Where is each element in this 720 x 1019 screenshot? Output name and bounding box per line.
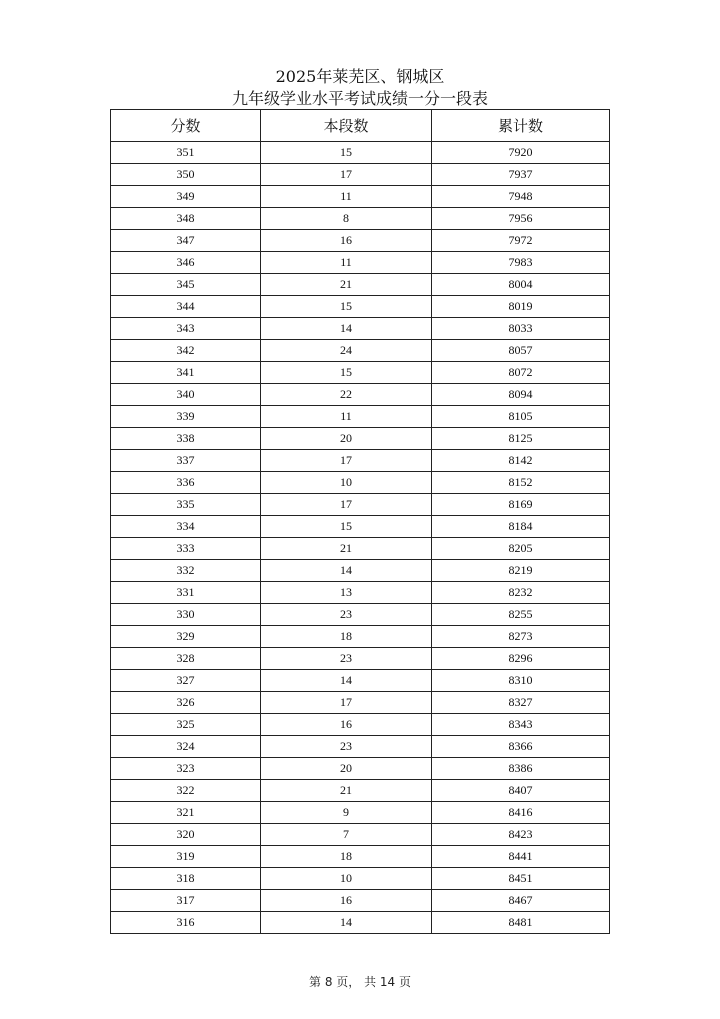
cell-score: 337: [111, 450, 261, 472]
table-row: [111, 516, 610, 538]
cell-score: 316: [111, 912, 261, 934]
table-row: [111, 428, 610, 450]
cell-score: 332: [111, 560, 261, 582]
cell-score: 324: [111, 736, 261, 758]
cell-score: 325: [111, 714, 261, 736]
cell-segment-count: 18: [261, 626, 432, 648]
table-row: [111, 648, 610, 670]
cell-cumulative-count: 8416: [432, 802, 610, 824]
cell-segment-count: 15: [261, 296, 432, 318]
page-number: 第 8 页， 共 14 页: [309, 975, 411, 989]
table-row: [111, 846, 610, 868]
table-row: [111, 824, 610, 846]
cell-cumulative-count: 8004: [432, 274, 610, 296]
table-row: [111, 758, 610, 780]
cell-segment-count: 17: [261, 450, 432, 472]
cell-cumulative-count: 7972: [432, 230, 610, 252]
cell-segment-count: 15: [261, 516, 432, 538]
cell-score: 339: [111, 406, 261, 428]
cell-cumulative-count: 8423: [432, 824, 610, 846]
cell-score: 326: [111, 692, 261, 714]
cell-score: 348: [111, 208, 261, 230]
cell-cumulative-count: 8094: [432, 384, 610, 406]
header-segment-count: 本段数: [261, 110, 432, 142]
table-row: [111, 714, 610, 736]
table-row: [111, 912, 610, 934]
cell-score: 330: [111, 604, 261, 626]
cell-segment-count: 21: [261, 538, 432, 560]
cell-segment-count: 10: [261, 868, 432, 890]
cell-cumulative-count: 7937: [432, 164, 610, 186]
cell-cumulative-count: 8184: [432, 516, 610, 538]
table-row: [111, 362, 610, 384]
table-row: [111, 450, 610, 472]
cell-score: 333: [111, 538, 261, 560]
cell-score: 342: [111, 340, 261, 362]
table-row: [111, 230, 610, 252]
table-row: [111, 802, 610, 824]
cell-segment-count: 11: [261, 186, 432, 208]
cell-score: 341: [111, 362, 261, 384]
cell-segment-count: 21: [261, 780, 432, 802]
table-row: [111, 186, 610, 208]
cell-score: 327: [111, 670, 261, 692]
cell-cumulative-count: 8327: [432, 692, 610, 714]
cell-cumulative-count: 7983: [432, 252, 610, 274]
cell-segment-count: 22: [261, 384, 432, 406]
cell-score: 336: [111, 472, 261, 494]
cell-segment-count: 15: [261, 142, 432, 164]
cell-segment-count: 17: [261, 164, 432, 186]
cell-score: 346: [111, 252, 261, 274]
cell-cumulative-count: 8169: [432, 494, 610, 516]
table-row: [111, 296, 610, 318]
cell-segment-count: 18: [261, 846, 432, 868]
cell-score: 322: [111, 780, 261, 802]
cell-score: 319: [111, 846, 261, 868]
cell-segment-count: 20: [261, 758, 432, 780]
cell-segment-count: 16: [261, 890, 432, 912]
cell-score: 345: [111, 274, 261, 296]
cell-cumulative-count: 8343: [432, 714, 610, 736]
cell-segment-count: 9: [261, 802, 432, 824]
cell-segment-count: 14: [261, 560, 432, 582]
header-score: 分数: [111, 110, 261, 142]
cell-cumulative-count: 8441: [432, 846, 610, 868]
cell-segment-count: 17: [261, 494, 432, 516]
table-body: [111, 142, 610, 934]
cell-score: 350: [111, 164, 261, 186]
table-row: [111, 384, 610, 406]
cell-cumulative-count: 8232: [432, 582, 610, 604]
table-header-row: [111, 110, 610, 142]
table-row: [111, 538, 610, 560]
table-row: [111, 494, 610, 516]
cell-score: 338: [111, 428, 261, 450]
table-row: [111, 164, 610, 186]
cell-segment-count: 7: [261, 824, 432, 846]
cell-cumulative-count: 8057: [432, 340, 610, 362]
cell-cumulative-count: 8386: [432, 758, 610, 780]
cell-score: 329: [111, 626, 261, 648]
cell-cumulative-count: 8142: [432, 450, 610, 472]
cell-score: 334: [111, 516, 261, 538]
cell-score: 320: [111, 824, 261, 846]
cell-segment-count: 14: [261, 318, 432, 340]
cell-score: 349: [111, 186, 261, 208]
table-row: [111, 406, 610, 428]
document-title-line1: 2025年莱芜区、钢城区: [275, 67, 445, 86]
cell-segment-count: 14: [261, 670, 432, 692]
cell-segment-count: 10: [261, 472, 432, 494]
cell-cumulative-count: 8152: [432, 472, 610, 494]
table-row: [111, 472, 610, 494]
cell-score: 321: [111, 802, 261, 824]
table-row: [111, 582, 610, 604]
cell-cumulative-count: 7920: [432, 142, 610, 164]
cell-segment-count: 8: [261, 208, 432, 230]
cell-cumulative-count: 8451: [432, 868, 610, 890]
header-cumulative-count: 累计数: [432, 110, 610, 142]
cell-cumulative-count: 8033: [432, 318, 610, 340]
cell-cumulative-count: 8105: [432, 406, 610, 428]
cell-segment-count: 23: [261, 736, 432, 758]
cell-cumulative-count: 8310: [432, 670, 610, 692]
cell-cumulative-count: 7948: [432, 186, 610, 208]
cell-score: 343: [111, 318, 261, 340]
cell-segment-count: 20: [261, 428, 432, 450]
cell-segment-count: 11: [261, 252, 432, 274]
table-row: [111, 252, 610, 274]
table-row: [111, 736, 610, 758]
table-row: [111, 868, 610, 890]
cell-cumulative-count: 8273: [432, 626, 610, 648]
table-row: [111, 142, 610, 164]
cell-cumulative-count: 8255: [432, 604, 610, 626]
table-row: [111, 560, 610, 582]
cell-cumulative-count: 8481: [432, 912, 610, 934]
table-row: [111, 780, 610, 802]
table-row: [111, 604, 610, 626]
cell-segment-count: 15: [261, 362, 432, 384]
document-title-line2: 九年级学业水平考试成绩一分一段表: [231, 89, 488, 108]
cell-cumulative-count: 8219: [432, 560, 610, 582]
cell-segment-count: 21: [261, 274, 432, 296]
cell-score: 335: [111, 494, 261, 516]
cell-score: 318: [111, 868, 261, 890]
cell-score: 344: [111, 296, 261, 318]
cell-score: 328: [111, 648, 261, 670]
table-row: [111, 670, 610, 692]
cell-score: 347: [111, 230, 261, 252]
cell-segment-count: 17: [261, 692, 432, 714]
cell-cumulative-count: 8407: [432, 780, 610, 802]
cell-score: 351: [111, 142, 261, 164]
table-row: [111, 318, 610, 340]
cell-cumulative-count: 8296: [432, 648, 610, 670]
cell-segment-count: 16: [261, 230, 432, 252]
cell-cumulative-count: 8366: [432, 736, 610, 758]
cell-score: 317: [111, 890, 261, 912]
cell-segment-count: 16: [261, 714, 432, 736]
cell-score: 331: [111, 582, 261, 604]
table-row: [111, 692, 610, 714]
cell-cumulative-count: 7956: [432, 208, 610, 230]
cell-segment-count: 24: [261, 340, 432, 362]
cell-cumulative-count: 8125: [432, 428, 610, 450]
cell-score: 340: [111, 384, 261, 406]
cell-segment-count: 23: [261, 648, 432, 670]
table-row: [111, 890, 610, 912]
table-row: [111, 208, 610, 230]
cell-segment-count: 14: [261, 912, 432, 934]
cell-segment-count: 23: [261, 604, 432, 626]
table-row: [111, 626, 610, 648]
cell-segment-count: 11: [261, 406, 432, 428]
cell-cumulative-count: 8019: [432, 296, 610, 318]
table-row: [111, 340, 610, 362]
cell-segment-count: 13: [261, 582, 432, 604]
table-row: [111, 274, 610, 296]
cell-score: 323: [111, 758, 261, 780]
cell-cumulative-count: 8205: [432, 538, 610, 560]
cell-cumulative-count: 8467: [432, 890, 610, 912]
cell-cumulative-count: 8072: [432, 362, 610, 384]
score-distribution-table: [110, 109, 610, 934]
